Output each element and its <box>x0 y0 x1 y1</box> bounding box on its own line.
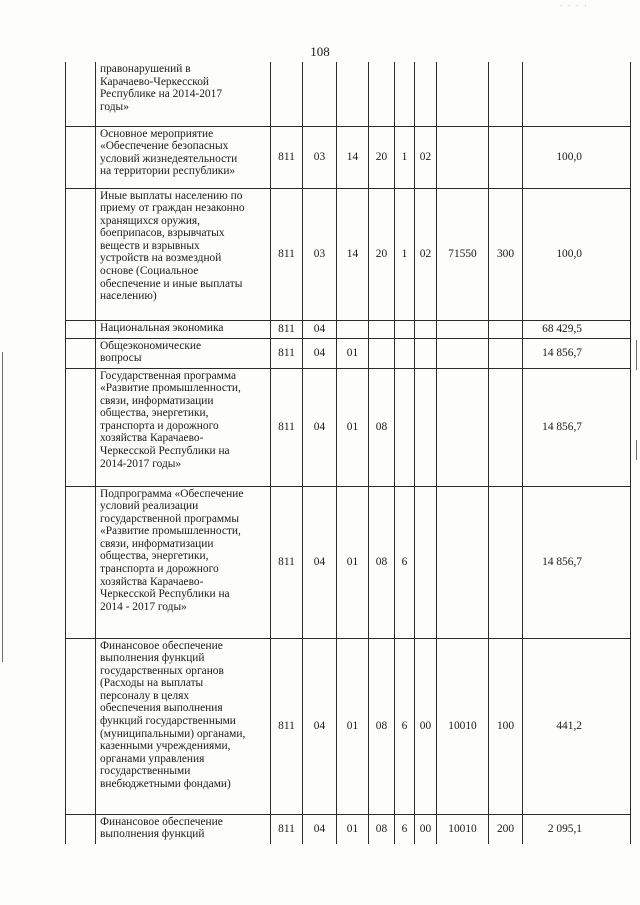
row-pr-cell: 01 <box>337 638 369 814</box>
row-number-cell <box>66 338 96 368</box>
row-cs3-cell <box>415 368 437 486</box>
row-number-cell <box>66 126 96 188</box>
row-rz-cell: 04 <box>303 638 337 814</box>
row-cs3-cell <box>415 338 437 368</box>
scan-artifact: · · · · <box>560 2 589 10</box>
row-rz-cell: 03 <box>303 188 337 320</box>
row-pr-cell: 01 <box>337 814 369 844</box>
row-gr-cell: 811 <box>271 814 303 844</box>
row-cs3-cell: 00 <box>415 638 437 814</box>
row-number-cell <box>66 62 96 126</box>
row-cs2-cell: 6 <box>395 638 415 814</box>
row-name-cell: Финансовое обеспечение выполнения функций государственных органов (Расходы на выплаты персоналу в целях обеспечения выполнения функций государственными (муниципальными) органами, казенными учреждениями, органами управления государственными внебюджетными фондами) <box>96 638 271 814</box>
row-pr-cell: 14 <box>337 188 369 320</box>
row-cs4-cell: 71550 <box>437 188 489 320</box>
row-name-cell: правонарушений в Карачаево-Черкесской Республике на 2014-2017 годы» <box>96 62 271 126</box>
row-amount-cell: 14 856,7 <box>523 368 631 486</box>
row-rz-cell: 03 <box>303 126 337 188</box>
row-cs4-cell <box>437 126 489 188</box>
row-cs1-cell: 20 <box>369 126 395 188</box>
row-amount-cell: 441,2 <box>523 638 631 814</box>
budget-table <box>65 62 631 844</box>
row-cs2-cell <box>395 320 415 338</box>
row-cs2-cell: 6 <box>395 486 415 638</box>
row-gr-cell: 811 <box>271 188 303 320</box>
row-vr-cell <box>489 126 523 188</box>
row-cs1-cell: 08 <box>369 368 395 486</box>
row-gr-cell: 811 <box>271 338 303 368</box>
row-name-cell: Подпрограмма «Обеспечение условий реализации государственной программы «Развитие промышленности, связи, информатизации общества, энергетики, транспорта и дорожного хозяйства Карачаево- Черкесской Республики на 2014 - 2017 годы» <box>96 486 271 638</box>
row-cs4-cell <box>437 62 489 126</box>
row-amount-cell <box>523 62 631 126</box>
row-cs1-cell <box>369 62 395 126</box>
page-number: 108 <box>310 44 330 59</box>
row-rz-cell: 04 <box>303 320 337 338</box>
row-vr-cell: 100 <box>489 638 523 814</box>
row-amount-cell: 100,0 <box>523 126 631 188</box>
row-gr-cell: 811 <box>271 486 303 638</box>
table-row <box>66 126 631 188</box>
row-pr-cell <box>337 62 369 126</box>
row-cs4-cell <box>437 320 489 338</box>
row-amount-cell: 14 856,7 <box>523 486 631 638</box>
table-row <box>66 188 631 320</box>
row-pr-cell: 14 <box>337 126 369 188</box>
table-row <box>66 486 631 638</box>
row-cs2-cell: 6 <box>395 814 415 844</box>
row-cs2-cell: 1 <box>395 188 415 320</box>
table-row <box>66 368 631 486</box>
row-cs3-cell: 02 <box>415 126 437 188</box>
row-number-cell <box>66 320 96 338</box>
row-gr-cell: 811 <box>271 320 303 338</box>
row-rz-cell: 04 <box>303 814 337 844</box>
row-cs4-cell <box>437 486 489 638</box>
row-pr-cell: 01 <box>337 368 369 486</box>
row-cs4-cell: 10010 <box>437 814 489 844</box>
row-cs3-cell <box>415 62 437 126</box>
row-cs1-cell: 08 <box>369 814 395 844</box>
row-name-cell: Иные выплаты населению по приему от граждан незаконно хранящихся оружия, боеприпасов, взрывчатых веществ и взрывных устройств на возмездной основе (Социальное обеспечение и иные выплаты населению) <box>96 188 271 320</box>
scan-margin-line <box>636 340 637 370</box>
row-cs1-cell <box>369 338 395 368</box>
row-number-cell <box>66 188 96 320</box>
scan-margin-line <box>636 440 637 460</box>
row-cs1-cell: 20 <box>369 188 395 320</box>
row-cs3-cell <box>415 320 437 338</box>
table-row <box>66 320 631 338</box>
row-cs2-cell: 1 <box>395 126 415 188</box>
table-row <box>66 338 631 368</box>
row-rz-cell: 04 <box>303 338 337 368</box>
row-name-cell: Государственная программа «Развитие промышленности, связи, информатизации общества, энергетики, транспорта и дорожного хозяйства Карачаево- Черкесской Республики на 2014-2017 годы» <box>96 368 271 486</box>
row-cs4-cell <box>437 338 489 368</box>
row-cs4-cell <box>437 368 489 486</box>
row-number-cell <box>66 638 96 814</box>
row-cs2-cell <box>395 62 415 126</box>
row-vr-cell <box>489 338 523 368</box>
row-gr-cell <box>271 62 303 126</box>
row-number-cell <box>66 368 96 486</box>
row-amount-cell: 14 856,7 <box>523 338 631 368</box>
table-row <box>66 814 631 844</box>
row-pr-cell <box>337 320 369 338</box>
row-pr-cell: 01 <box>337 486 369 638</box>
row-number-cell <box>66 814 96 844</box>
row-gr-cell: 811 <box>271 126 303 188</box>
row-cs2-cell <box>395 338 415 368</box>
row-name-cell: Общеэкономические вопросы <box>96 338 271 368</box>
row-cs3-cell <box>415 486 437 638</box>
row-number-cell <box>66 486 96 638</box>
row-name-cell: Национальная экономика <box>96 320 271 338</box>
row-cs3-cell: 02 <box>415 188 437 320</box>
table-row <box>66 62 631 126</box>
row-amount-cell: 100,0 <box>523 188 631 320</box>
row-rz-cell: 04 <box>303 486 337 638</box>
row-rz-cell <box>303 62 337 126</box>
row-amount-cell: 68 429,5 <box>523 320 631 338</box>
row-cs4-cell: 10010 <box>437 638 489 814</box>
row-vr-cell: 200 <box>489 814 523 844</box>
row-cs1-cell <box>369 320 395 338</box>
row-name-cell: Основное мероприятие «Обеспечение безопасных условий жизнедеятельности на территории республики» <box>96 126 271 188</box>
row-cs2-cell <box>395 368 415 486</box>
row-name-cell: Финансовое обеспечение выполнения функций <box>96 814 271 844</box>
row-cs1-cell: 08 <box>369 486 395 638</box>
row-pr-cell: 01 <box>337 338 369 368</box>
row-cs1-cell: 08 <box>369 638 395 814</box>
row-gr-cell: 811 <box>271 368 303 486</box>
row-gr-cell: 811 <box>271 638 303 814</box>
table-row <box>66 638 631 814</box>
row-vr-cell <box>489 320 523 338</box>
scan-margin-line <box>2 352 3 662</box>
row-vr-cell <box>489 62 523 126</box>
row-rz-cell: 04 <box>303 368 337 486</box>
row-amount-cell: 2 095,1 <box>523 814 631 844</box>
row-vr-cell <box>489 368 523 486</box>
row-cs3-cell: 00 <box>415 814 437 844</box>
row-vr-cell <box>489 486 523 638</box>
row-vr-cell: 300 <box>489 188 523 320</box>
